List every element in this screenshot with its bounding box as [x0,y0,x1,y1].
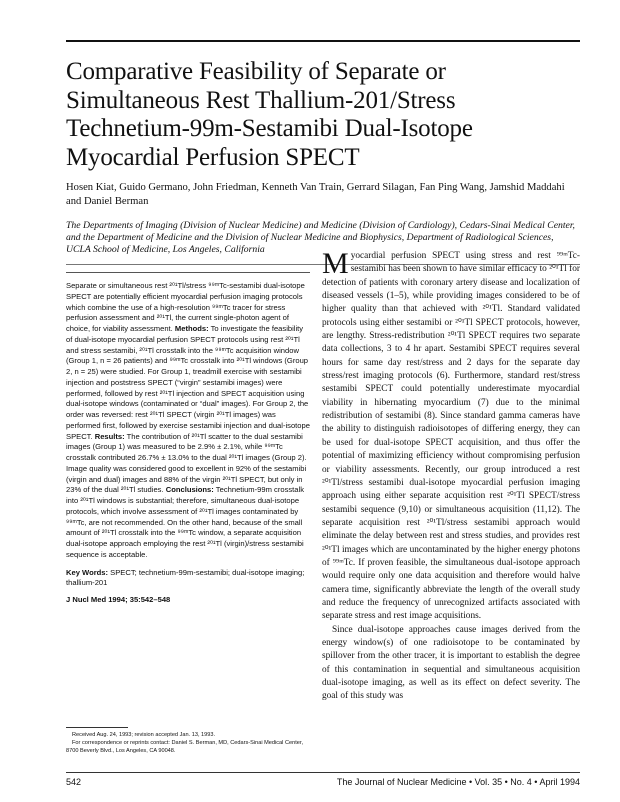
journal-citation: J Nucl Med 1994; 35:542–548 [66,595,171,604]
footnotes [66,731,312,755]
methods-label: Methods: [174,324,209,333]
abstract-column [66,272,310,606]
body-paragraph-1-text: yocardial perfusion SPECT using stress and rest ⁹⁹ᵐTc-sestamibi has been shown to have similar efficacy to ²⁰¹Tl for detection of patients with coronary artery disease and localization of diseased vessels (1–5), while providing images considered to be of higher quality than that achieved with ²⁰¹Tl. Standard validated protocols using either sestamibi or ²⁰¹Tl SPECT protocols, however, are lengthy. Stress-redistribution ²⁰¹Tl SPECT requires two separate data collections, 3 to 4 hr apart. Sestamibi SPECT requires several hours for same day rest/stress and 2 days for the separate day stress/rest imaging protocols (6). Furthermore, standard rest/stress sestamibi SPECT could potentially underestimate myocardial viability in hibernating myocardium (7) due to the minimal redistribution of sestamibi (8). Since standard gamma cameras have the ability to distinguish radioisotopes of differing energy, they can be used for dual-isotope SPECT acquisition, and thus offer the potential of maximizing efficiency without compromising perfusion or viability assessments. Recently, our group introduced a rest ²⁰¹Tl/stress sestamibi dual-isotope myocardial perfusion imaging approach using either separate acquisition rest ²⁰¹Tl SPECT/stress sestamibi sequence (9,10) or simultaneous acquisition (11,12). The separate acquisition rest ²⁰¹Tl/stress sestamibi approach would eliminate the delay between rest and stress studies, and provides rest ²⁰¹Tl images which are uncontaminated by the higher energy photons of ⁹⁹ᵐTc. If proven feasible, the simultaneous dual-isotope approach would require only one data acquisition and therefore would halve camera time, significantly abbreviate the length of the overall study and reduce the frequency of unrecognized artifacts associated with separate stress and rest image acquisitions. [322,251,580,622]
top-rule [66,40,580,42]
abstract-results: The contribution of ²⁰¹Tl scatter to the dual sestamibi images (Group 1) was measured to be 2.9% ± 2.1%, while ⁹⁹ᵐTc crosstalk contributed 26.7% ± 13.0% to the dual ²⁰¹Tl images (Group 2). Image quality was considered good to excellent in 92% of the sestamibi (virgin and dual) images and 88% of the virgin ²⁰¹Tl SPECT, but only in 23% of the dual ²⁰¹Tl studies. [66,431,307,495]
footnote-rule [66,727,128,728]
page-number: 542 [66,777,82,787]
body-paragraph-1 [322,247,580,624]
article-title: Comparative Feasibility of Separate or Simultaneous Rest Thallium-201/Stress Technetium-99m-Sestamibi Dual-Isotope Myocardial Perfusion SPECT [66,58,473,171]
abstract [66,281,310,561]
author-list: Hosen Kiat, Guido Germano, John Friedman, Kenneth Van Train, Gerrard Silagan, Fan Ping Wang, Jamshid Maddahi and Daniel Berman [66,182,565,207]
body-column [322,247,580,704]
keywords-text: SPECT; technetium-99m-sestamibi; dual-isotope imaging; thallium-201 [66,567,305,588]
affiliation: The Departments of Imaging (Division of Nuclear Medicine) and Medicine (Division of Cardiology), Cedars-Sinai Medical Center, and the Department of Medicine and the Division of Nuclear Medicine and Biophysics, Department of Radiological Sciences, UCLA School of Medicine, Los Angeles, California [66,220,575,256]
bottom-rule [66,772,580,773]
abstract-intro: Separate or simultaneous rest ²⁰¹Tl/stress ⁹⁹ᵐTc-sestamibi dual-isotope SPECT are potentially efficient myocardial perfusion imaging protocols which combine the use of a high-resolution ⁹⁹ᵐTc tracer for stress perfusion assessment and ²⁰¹Tl, the current single-photon agent of choice, for viability assessment. [66,281,305,333]
abstract-rule [66,272,310,273]
conclusions-label: Conclusions: [165,485,214,495]
abstract-conclusions: Technetium-99m crosstalk into ²⁰¹Tl windows is substantial; therefore, simultaneous dual-isotope protocols, which involve assessment of ²⁰¹Tl images contaminated by ⁹⁹ᵐTc, are not recommended. On the other hand, because of the small amount of ²⁰¹Tl crosstalk into the ⁹⁹ᵐTc window, a separate acquisition dual-isotope approach employing the rest ²⁰¹Tl (virgin)/stress sestamibi sequence is acceptable. [66,485,305,559]
correspondence-note: For correspondence or reprints contact: Daniel S. Berman, MD, Cedars-Sinai Medical Center, 8700 Beverly Blvd., Los Angeles, CA 90048. [66,740,303,754]
keywords-label: Key Words: [66,567,109,577]
journal-footer: The Journal of Nuclear Medicine • Vol. 35 • No. 4 • April 1994 [336,777,580,787]
drop-cap: M [322,247,349,280]
keywords [66,568,310,590]
results-label: Results: [94,431,125,441]
received-note: Received Aug. 24, 1993; revision accepted Jan. 13, 1993. [72,732,216,738]
body-paragraph-2: Since dual-isotope approaches cause images derived from the energy window(s) of one radioisotope to be contaminated by spillover from the other tracer, it is important to establish the degree of this contamination in sequential and simultaneous acquisition dual-isotope imaging, as well as its effect on defect severity. The goal of this study was [322,624,580,702]
abstract-methods: To investigate the feasibility of dual-isotope myocardial perfusion SPECT protocols using rest ²⁰¹Tl and stress sestamibi, ²⁰¹Tl crosstalk into the ⁹⁹ᵐTc acquisition window (Group 1, n = 26 patients) and ⁹⁹ᵐTc crosstalk into ²⁰¹Tl windows (Group 2, n = 25) were studied. For Group 1, treadmill exercise with sestamibi injection and poststress SPECT (“virgin” sestamibi images) were performed, followed by rest ²⁰¹Tl injection and SPECT acquisition using dual-isotope windows (contaminated or “dual” images). For Group 2, the order was reversed: rest ²⁰¹Tl SPECT (virgin ²⁰¹Tl images) was performed first, followed by exercise sestamibi injection and dual-isotope SPECT. [66,324,310,441]
